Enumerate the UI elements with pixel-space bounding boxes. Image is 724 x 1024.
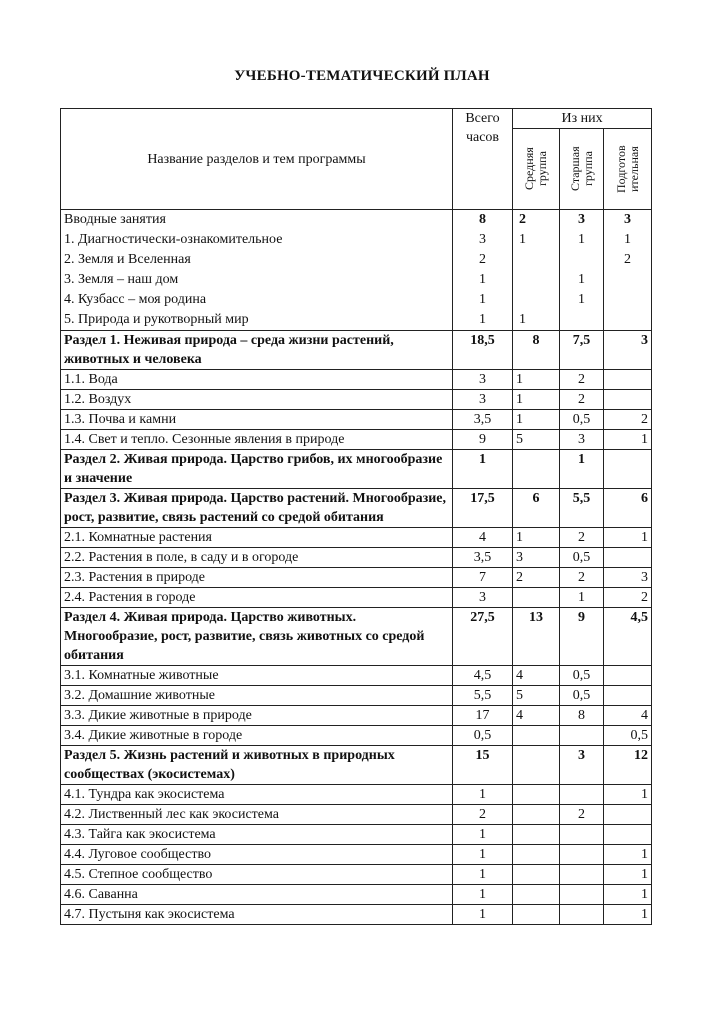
row-middle [513, 905, 560, 925]
row-prep: 1 [604, 905, 652, 925]
row-total: 7 [453, 568, 513, 588]
row-senior [560, 905, 604, 925]
row-name: 4.4. Луговое сообщество [61, 845, 453, 865]
row-prep: 1 [604, 528, 652, 548]
row-middle [513, 845, 560, 865]
row-name: Раздел 2. Живая природа. Царство грибов, их многообразие и значение [61, 450, 453, 489]
row-total: 1 [453, 865, 513, 885]
row-name: 1.1. Вода [61, 370, 453, 390]
plan-rows [61, 331, 652, 925]
row-name: 1.4. Свет и тепло. Сезонные явления в природе [61, 430, 453, 450]
header-name: Название разделов и тем программы [61, 109, 453, 210]
row-prep [604, 390, 652, 410]
row-senior: 3 [560, 746, 604, 785]
row-prep [604, 450, 652, 489]
row-prep: 1 [604, 865, 652, 885]
row-middle: 5 [513, 430, 560, 450]
row-senior: 2 [560, 370, 604, 390]
row-prep: 1 [604, 430, 652, 450]
row-senior [560, 885, 604, 905]
intro-senior [560, 210, 604, 331]
intro-line: 1. Диагностически-ознакомительное [64, 232, 283, 247]
row-senior: 7,5 [560, 331, 604, 370]
row-senior: 2 [560, 805, 604, 825]
row-senior: 2 [560, 528, 604, 548]
row-prep: 0,5 [604, 726, 652, 746]
intro-middle [513, 210, 560, 331]
intro-prep-value [607, 270, 648, 290]
row-total: 9 [453, 430, 513, 450]
row-prep: 4,5 [604, 608, 652, 666]
row-total: 1 [453, 905, 513, 925]
row-prep: 6 [604, 489, 652, 528]
row-senior [560, 845, 604, 865]
intro-middle-value: 1 [519, 232, 526, 247]
intro-total-value: 1 [479, 312, 486, 327]
row-senior [560, 785, 604, 805]
row-prep: 12 [604, 746, 652, 785]
row-senior: 2 [560, 568, 604, 588]
row-prep [604, 686, 652, 706]
intro-prep-value: 3 [624, 212, 632, 227]
row-name: 3.3. Дикие животные в природе [61, 706, 453, 726]
topic-row [61, 865, 652, 885]
row-senior: 0,5 [560, 666, 604, 686]
row-middle: 1 [513, 410, 560, 430]
topic-row [61, 528, 652, 548]
row-prep: 2 [604, 410, 652, 430]
row-name: 4.7. Пустыня как экосистема [61, 905, 453, 925]
intro-prep-value: 1 [624, 232, 632, 247]
section-row [61, 489, 652, 528]
row-name: 2.3. Растения в природе [61, 568, 453, 588]
topic-row [61, 588, 652, 608]
row-total: 18,5 [453, 331, 513, 370]
topic-row [61, 390, 652, 410]
intro-senior-value: 1 [578, 272, 585, 287]
row-name: 2.1. Комнатные растения [61, 528, 453, 548]
row-name: 1.3. Почва и камни [61, 410, 453, 430]
row-name: 3.1. Комнатные животные [61, 666, 453, 686]
row-name: Раздел 3. Живая природа. Царство растений. Многообразие, рост, развитие, связь растений со средой обитания [61, 489, 453, 528]
section-row [61, 608, 652, 666]
row-senior: 9 [560, 608, 604, 666]
row-middle [513, 746, 560, 785]
row-middle: 3 [513, 548, 560, 568]
row-prep: 1 [604, 845, 652, 865]
row-total: 3 [453, 390, 513, 410]
row-total: 1 [453, 450, 513, 489]
topic-row [61, 410, 652, 430]
row-name: 3.2. Домашние животные [61, 686, 453, 706]
row-senior [560, 865, 604, 885]
topic-row [61, 706, 652, 726]
topic-row [61, 885, 652, 905]
row-middle [513, 450, 560, 489]
row-middle: 4 [513, 666, 560, 686]
intro-total-value: 1 [479, 292, 486, 307]
row-prep [604, 805, 652, 825]
topic-row [61, 686, 652, 706]
row-middle: 2 [513, 568, 560, 588]
intro-total-value: 8 [479, 212, 486, 227]
row-total: 0,5 [453, 726, 513, 746]
row-middle: 1 [513, 528, 560, 548]
intro-senior-value: 1 [578, 292, 585, 307]
intro-total [453, 210, 513, 331]
row-middle: 13 [513, 608, 560, 666]
row-middle [513, 885, 560, 905]
section-row [61, 450, 652, 489]
row-middle: 6 [513, 489, 560, 528]
intro-middle-value [519, 250, 556, 270]
topic-row [61, 785, 652, 805]
row-name: 3.4. Дикие животные в городе [61, 726, 453, 746]
intro-prep-value [607, 290, 648, 310]
row-total: 27,5 [453, 608, 513, 666]
header-middle: Средняя группа [522, 147, 549, 191]
intro-total-value: 1 [479, 272, 486, 287]
topic-row [61, 370, 652, 390]
intro-prep [604, 210, 652, 331]
row-senior [560, 726, 604, 746]
intro-row [61, 210, 652, 331]
row-senior: 8 [560, 706, 604, 726]
row-middle: 4 [513, 706, 560, 726]
intro-line: Вводные занятия [64, 212, 166, 227]
row-total: 15 [453, 746, 513, 785]
row-total: 3,5 [453, 548, 513, 568]
row-total: 1 [453, 885, 513, 905]
row-name: Раздел 5. Жизнь растений и животных в природных сообществах (экосистемах) [61, 746, 453, 785]
row-name: 2.4. Растения в городе [61, 588, 453, 608]
row-middle [513, 785, 560, 805]
topic-row [61, 666, 652, 686]
row-name: 4.6. Саванна [61, 885, 453, 905]
row-total: 3 [453, 588, 513, 608]
row-prep [604, 370, 652, 390]
row-total: 5,5 [453, 686, 513, 706]
topic-row [61, 548, 652, 568]
row-middle: 5 [513, 686, 560, 706]
intro-senior-value: 3 [578, 212, 585, 227]
thematic-plan-table [60, 108, 652, 925]
row-senior: 0,5 [560, 410, 604, 430]
row-prep [604, 666, 652, 686]
row-senior: 2 [560, 390, 604, 410]
intro-line: 5. Природа и рукотворный мир [64, 312, 249, 327]
row-name: 4.3. Тайга как экосистема [61, 825, 453, 845]
row-name: Раздел 4. Живая природа. Царство животных. Многообразие, рост, развитие, связь животных со средой обитания [61, 608, 453, 666]
row-prep [604, 825, 652, 845]
intro-senior-value [563, 250, 600, 270]
row-senior: 3 [560, 430, 604, 450]
row-prep: 4 [604, 706, 652, 726]
row-prep: 1 [604, 785, 652, 805]
intro-middle-value [519, 270, 556, 290]
page-title: УЧЕБНО-ТЕМАТИЧЕСКИЙ ПЛАН [234, 68, 490, 84]
row-prep: 3 [604, 331, 652, 370]
row-senior: 0,5 [560, 686, 604, 706]
row-middle: 8 [513, 331, 560, 370]
header-prep: Подготов ительная [613, 145, 641, 193]
intro-middle-value [519, 290, 556, 310]
header-prep-cell [604, 129, 652, 210]
topic-row [61, 905, 652, 925]
intro-middle-value: 2 [519, 212, 526, 227]
row-senior: 0,5 [560, 548, 604, 568]
topic-row [61, 726, 652, 746]
row-name: Раздел 1. Неживая природа – среда жизни растений, животных и человека [61, 331, 453, 370]
row-total: 1 [453, 825, 513, 845]
row-prep [604, 548, 652, 568]
row-total: 3,5 [453, 410, 513, 430]
intro-line: 2. Земля и Вселенная [64, 252, 191, 267]
intro-names [61, 210, 453, 331]
row-name: 2.2. Растения в поле, в саду и в огороде [61, 548, 453, 568]
row-senior: 5,5 [560, 489, 604, 528]
header-senior: Старшая группа [567, 146, 595, 192]
row-total: 17 [453, 706, 513, 726]
row-total: 4 [453, 528, 513, 548]
header-of-them: Из них [513, 109, 652, 129]
row-total: 3 [453, 370, 513, 390]
row-senior [560, 825, 604, 845]
row-prep: 2 [604, 588, 652, 608]
row-prep: 3 [604, 568, 652, 588]
header-middle-cell [513, 129, 560, 210]
topic-row [61, 825, 652, 845]
topic-row [61, 845, 652, 865]
row-name: 4.5. Степное сообщество [61, 865, 453, 885]
intro-total-value: 3 [479, 232, 486, 247]
row-middle [513, 805, 560, 825]
row-senior: 1 [560, 588, 604, 608]
intro-prep-value [607, 310, 648, 330]
topic-row [61, 430, 652, 450]
row-middle [513, 825, 560, 845]
intro-prep-value: 2 [624, 252, 632, 267]
section-row [61, 331, 652, 370]
row-total: 2 [453, 805, 513, 825]
intro-line: 3. Земля – наш дом [64, 272, 179, 287]
intro-line: 4. Кузбасс – моя родина [64, 292, 207, 307]
row-total: 1 [453, 785, 513, 805]
intro-senior-value [563, 310, 600, 330]
row-middle [513, 588, 560, 608]
row-middle: 1 [513, 390, 560, 410]
row-middle [513, 726, 560, 746]
intro-total-value: 2 [479, 252, 486, 267]
row-total: 17,5 [453, 489, 513, 528]
row-middle: 1 [513, 370, 560, 390]
row-prep: 1 [604, 885, 652, 905]
intro-senior-value: 1 [578, 232, 585, 247]
row-name: 4.2. Лиственный лес как экосистема [61, 805, 453, 825]
header-total: Всего часов [453, 109, 513, 210]
row-total: 1 [453, 845, 513, 865]
header-senior-cell [560, 129, 604, 210]
intro-middle-value: 1 [519, 312, 526, 327]
row-total: 4,5 [453, 666, 513, 686]
row-senior: 1 [560, 450, 604, 489]
header-row [61, 109, 652, 129]
section-row [61, 746, 652, 785]
row-name: 4.1. Тундра как экосистема [61, 785, 453, 805]
topic-row [61, 568, 652, 588]
topic-row [61, 805, 652, 825]
row-name: 1.2. Воздух [61, 390, 453, 410]
row-middle [513, 865, 560, 885]
